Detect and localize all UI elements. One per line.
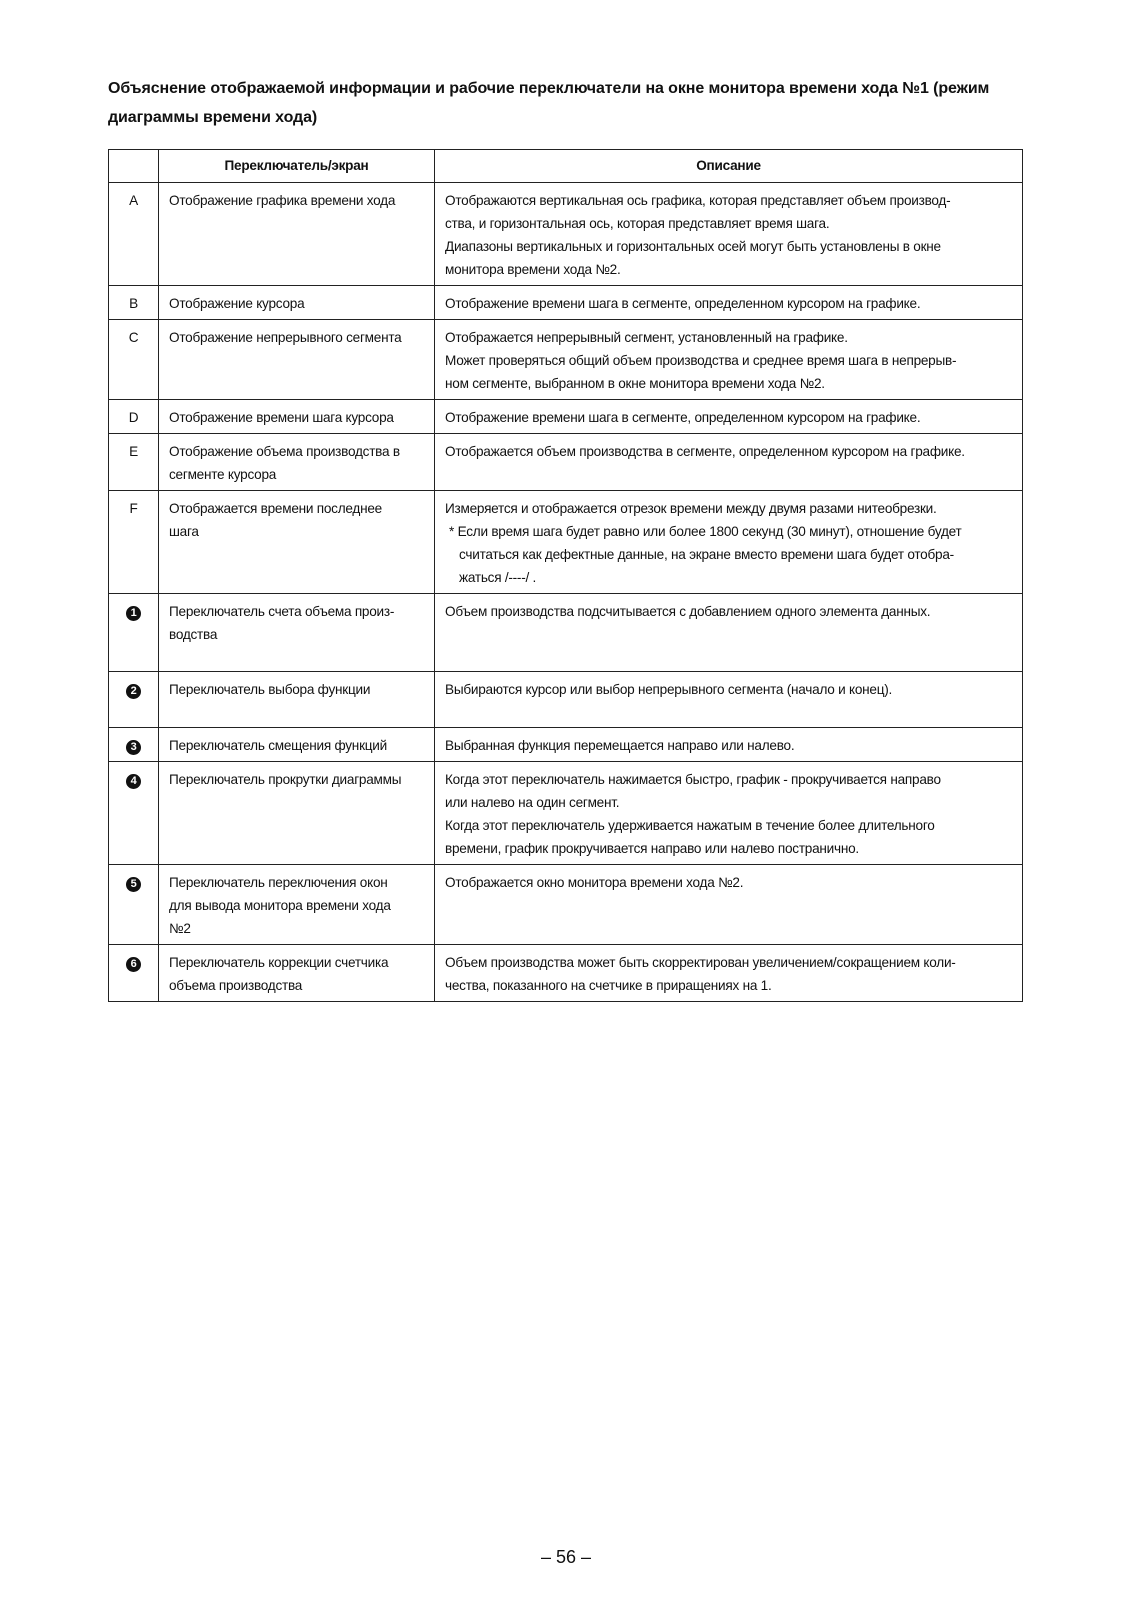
description-line: Измеряется и отображается отрезок времени между двумя разами нитеобрезки. — [445, 501, 937, 516]
header-key — [109, 150, 159, 183]
row-key — [109, 400, 159, 434]
row-description — [435, 865, 1023, 945]
description-line: Объем производства подсчитывается с добавлением одного элемента данных. — [445, 604, 931, 619]
table-row — [109, 400, 1023, 434]
description-table — [108, 149, 1023, 1002]
table-row — [109, 434, 1023, 491]
switch-line: №2 — [169, 921, 191, 936]
circled-number-1: 1 — [126, 606, 141, 621]
circled-number-5: 5 — [126, 877, 141, 892]
switch-line: шага — [169, 524, 199, 539]
description-line: или налево на один сегмент. — [445, 795, 620, 810]
switch-line: Переключатель выбора функции — [169, 682, 371, 697]
row-key — [109, 594, 159, 672]
row-description — [435, 672, 1023, 728]
table-header-row — [109, 150, 1023, 183]
row-description — [435, 434, 1023, 491]
row-description — [435, 728, 1023, 762]
note-line: считаться как дефектные данные, на экране вместо времени шага будет отобра- — [459, 547, 954, 562]
switch-line: Отображается времени последнее — [169, 501, 382, 516]
row-description — [435, 945, 1023, 1002]
description-line: Отображение времени шага в сегменте, определенном курсором на графике. — [445, 296, 921, 311]
switch-line: Переключатель переключения окон — [169, 875, 388, 890]
switch-line: Отображение объема производства в — [169, 444, 400, 459]
title-line-2: диаграммы времени хода) — [108, 109, 318, 126]
description-line: чества, показанного на счетчике в приращениях на 1. — [445, 978, 772, 993]
switch-line: для вывода монитора времени хода — [169, 898, 391, 913]
description-line: Может проверяться общий объем производства и среднее время шага в непрерыв- — [445, 353, 957, 368]
page-number: – 56 – — [540, 1547, 592, 1567]
table-row — [109, 945, 1023, 1002]
table-row — [109, 594, 1023, 672]
description-line: Отображение времени шага в сегменте, определенном курсором на графике. — [445, 410, 921, 425]
description-line: Выбираются курсор или выбор непрерывного сегмента (начало и конец). — [445, 682, 893, 697]
row-description — [435, 286, 1023, 320]
description-line: ном сегменте, выбранном в окне монитора времени хода №2. — [445, 376, 825, 391]
row-switch — [159, 945, 435, 1002]
row-key — [109, 672, 159, 728]
row-switch — [159, 672, 435, 728]
row-description — [435, 594, 1023, 672]
table-row — [109, 672, 1023, 728]
row-description — [435, 320, 1023, 400]
description-line: ства, и горизонтальная ось, которая представляет время шага. — [445, 216, 830, 231]
row-description — [435, 400, 1023, 434]
note-line: * Если время шага будет равно или более 1800 секунд (30 минут), отношение будет — [449, 524, 962, 539]
circled-number-4: 4 — [126, 774, 141, 789]
row-switch — [159, 728, 435, 762]
switch-line: Переключатель смещения функций — [169, 738, 387, 753]
row-switch — [159, 762, 435, 865]
row-switch — [159, 594, 435, 672]
row-key — [109, 865, 159, 945]
row-switch — [159, 400, 435, 434]
row-key — [109, 762, 159, 865]
description-line: Диапазоны вертикальных и горизонтальных осей могут быть установлены в окне — [445, 239, 941, 254]
row-key — [109, 945, 159, 1002]
description-line: Отображаются вертикальная ось графика, которая представляет объем производ- — [445, 193, 951, 208]
switch-line: Отображение графика времени хода — [169, 193, 396, 208]
row-switch — [159, 491, 435, 594]
row-key — [109, 183, 159, 286]
description-line: Отображается окно монитора времени хода №2. — [445, 875, 744, 890]
table-row — [109, 728, 1023, 762]
description-line: Когда этот переключатель удерживается нажатым в течение более длительного — [445, 818, 935, 833]
description-line: Отображается непрерывный сегмент, установленный на графике. — [445, 330, 848, 345]
table-row — [109, 320, 1023, 400]
switch-line: Отображение непрерывного сегмента — [169, 330, 402, 345]
row-description — [435, 183, 1023, 286]
switch-line: объема производства — [169, 978, 303, 993]
switch-line: водства — [169, 627, 218, 642]
row-key — [109, 320, 159, 400]
row-switch — [159, 320, 435, 400]
row-key — [109, 491, 159, 594]
circled-number-2: 2 — [126, 684, 141, 699]
description-line: Когда этот переключатель нажимается быстро, график - прокручивается направо — [445, 772, 941, 787]
table-row — [109, 491, 1023, 594]
row-switch — [159, 286, 435, 320]
header-switch: Переключатель/экран — [159, 150, 435, 183]
row-key-letter: F — [129, 501, 138, 516]
row-key — [109, 434, 159, 491]
row-description — [435, 762, 1023, 865]
description-line: монитора времени хода №2. — [445, 262, 621, 277]
row-key-letter: A — [129, 193, 138, 208]
row-key-letter: D — [128, 410, 139, 425]
header-description: Описание — [435, 150, 1023, 183]
switch-line: сегменте курсора — [169, 467, 277, 482]
description-line: времени, график прокручивается направо или налево постранично. — [445, 841, 859, 856]
row-key — [109, 728, 159, 762]
table-row — [109, 762, 1023, 865]
table-row — [109, 183, 1023, 286]
description-line: Выбранная функция перемещается направо или налево. — [445, 738, 795, 753]
description-line: Объем производства может быть скорректирован увеличением/сокращением коли- — [445, 955, 956, 970]
switch-line: Переключатель коррекции счетчика — [169, 955, 389, 970]
row-switch — [159, 865, 435, 945]
row-description — [435, 491, 1023, 594]
row-key-letter: E — [129, 444, 138, 459]
circled-number-6: 6 — [126, 957, 141, 972]
switch-line: Отображение курсора — [169, 296, 305, 311]
row-key-letter: B — [129, 296, 138, 311]
table-row — [109, 865, 1023, 945]
note-line: жаться /----/ . — [459, 570, 537, 585]
switch-line: Переключатель счета объема произ- — [169, 604, 395, 619]
switch-line: Отображение времени шага курсора — [169, 410, 394, 425]
row-switch — [159, 434, 435, 491]
row-key-letter: C — [128, 330, 139, 345]
row-switch — [159, 183, 435, 286]
page-title — [108, 74, 1038, 132]
circled-number-3: 3 — [126, 740, 141, 755]
row-key — [109, 286, 159, 320]
description-line: Отображается объем производства в сегменте, определенном курсором на графике. — [445, 444, 965, 459]
title-line-1: Объяснение отображаемой информации и рабочие переключатели на окне монитора времени хода №1 (режим — [108, 80, 990, 97]
switch-line: Переключатель прокрутки диаграммы — [169, 772, 402, 787]
table-row — [109, 286, 1023, 320]
